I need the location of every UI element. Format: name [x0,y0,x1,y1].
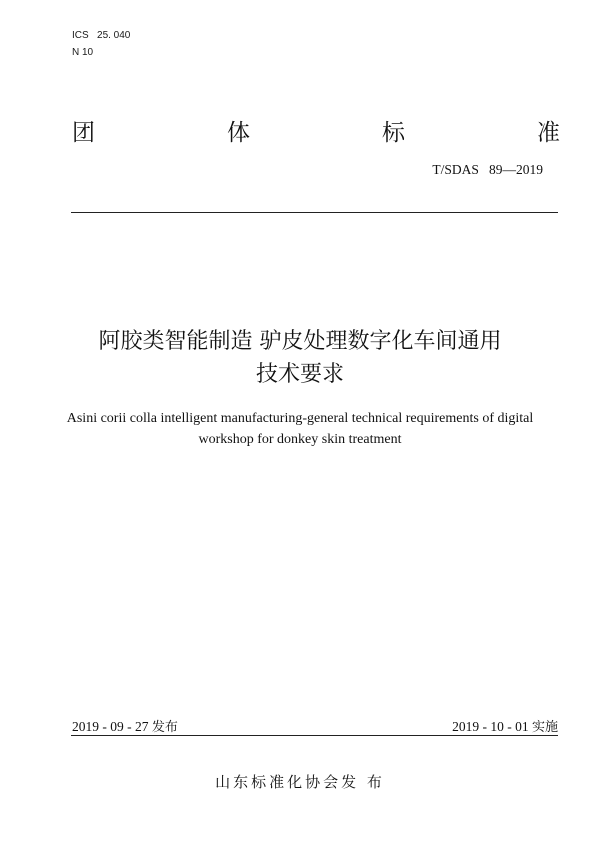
issue-date-label: 发布 [151,720,178,735]
title-chinese-line-2: 技术要求 [255,362,344,387]
title-english-line-2: workshop for donkey skin treatment [198,432,402,447]
title-chinese-line-1: 阿胶类智能制造 驴皮处理数字化车间通用 [98,329,502,354]
implementation-date-value: 2019 - 10 - 01 [452,719,532,734]
issue-date-value: 2019 - 09 - 27 [72,719,152,734]
bottom-divider [71,735,558,736]
top-divider [71,212,558,213]
standard-type-char: 体 [227,120,250,146]
standard-type-char: 团 [72,120,95,146]
issue-date [72,716,178,735]
implementation-date-label: 实施 [531,720,558,735]
implementation-date [452,716,558,735]
standard-type-heading [72,117,560,149]
standard-number: T/SDAS 89—2019 [432,162,543,177]
standard-type-char: 标 [382,120,405,146]
ccs-code: N 10 [72,47,94,58]
title-english-line-1: Asini corii colla intelligent manufacturing-general technical requirements of digital [66,411,534,426]
publisher: 山东标准化协会发 布 [215,773,385,791]
standard-type-char: 准 [537,120,560,146]
ics-code: ICS 25. 040 [72,30,131,41]
